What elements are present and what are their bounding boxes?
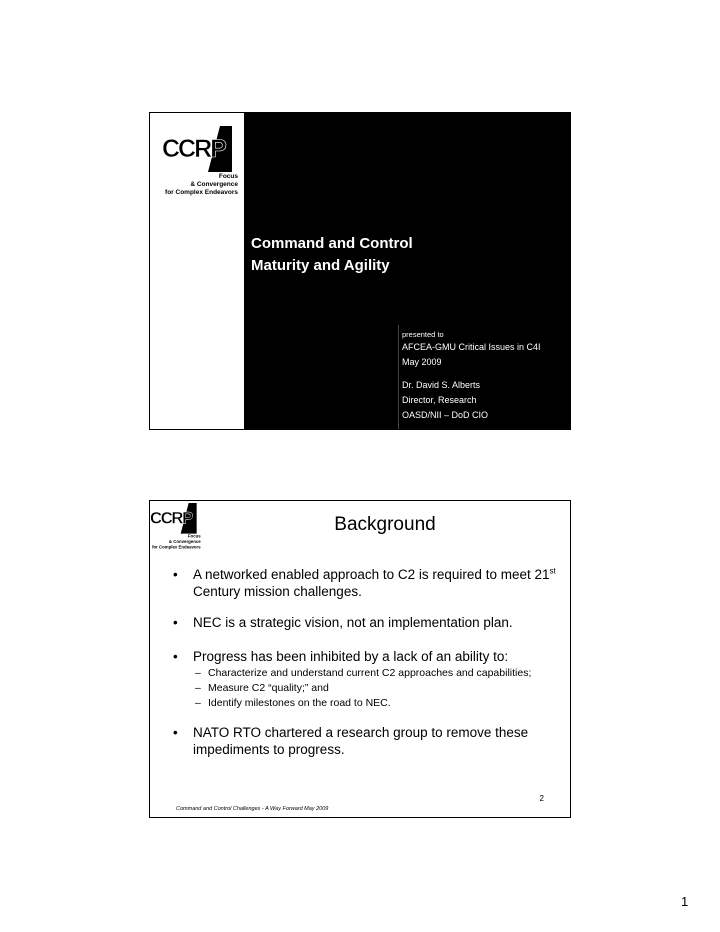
- logo-tagline-1: Focus: [187, 533, 201, 539]
- bullet-item: • NATO RTO chartered a research group to remove these impediments to progress.: [173, 725, 529, 757]
- logo-tagline-2: & Convergence: [190, 181, 238, 188]
- dash-icon: –: [195, 697, 201, 709]
- sub-item: – Measure C2 “quality;” and: [195, 682, 329, 694]
- bullet-item: • A networked enabled approach to C2 is required to meet 21st Century mission challenges.: [173, 566, 556, 599]
- bullet-dot-icon: •: [173, 725, 178, 740]
- presented-to-label: presented to: [402, 330, 444, 339]
- bullet-item: • NEC is a strategic vision, not an implementation plan.: [173, 615, 513, 630]
- logo-tagline-1: Focus: [218, 173, 238, 180]
- sub-item: – Characterize and understand current C2 approaches and capabilities;: [195, 667, 532, 679]
- presenter-org: OASD/NII – DoD CIO: [402, 410, 489, 420]
- bullet-item: • Progress has been inhibited by a lack of an ability to:: [173, 649, 509, 664]
- logo-wordmark: CCRP: [162, 135, 225, 163]
- presenter-name: Dr. David S. Alberts: [402, 380, 481, 390]
- title-line-2: Maturity and Agility: [251, 257, 390, 274]
- bullet-list: [172, 566, 557, 758]
- ccrp-logo: [162, 126, 240, 198]
- bullet-dot-icon: •: [173, 649, 178, 664]
- bullet-dot-icon: •: [173, 615, 178, 630]
- title-slide: [149, 112, 571, 430]
- dash-icon: –: [195, 667, 201, 679]
- logo-panel: [150, 113, 244, 429]
- logo-tagline-3: for Complex Endeavors: [165, 189, 238, 196]
- slide-title: [251, 233, 413, 277]
- slide-number: 2: [539, 794, 544, 803]
- logo-tagline-3: for Complex Endeavors: [152, 544, 201, 550]
- slide-footer: Command and Control Challenges - A Way Forward May 2009: [176, 806, 329, 812]
- event-name: AFCEA-GMU Critical Issues in C4I: [402, 342, 541, 352]
- logo-wordmark: CCRP: [150, 508, 192, 528]
- title-line-1: Command and Control: [251, 235, 413, 252]
- page-number: 1: [681, 894, 689, 909]
- slide-title: Background: [334, 514, 436, 535]
- bullet-dot-icon: •: [173, 567, 178, 582]
- presenter-role: Director, Research: [402, 395, 477, 405]
- background-slide: [149, 500, 571, 818]
- logo-tagline-2: & Convergence: [168, 539, 201, 544]
- sub-item: – Identify milestones on the road to NEC.: [195, 697, 391, 709]
- presenter-info: [398, 325, 570, 429]
- event-date: May 2009: [402, 357, 442, 367]
- dash-icon: –: [195, 682, 201, 694]
